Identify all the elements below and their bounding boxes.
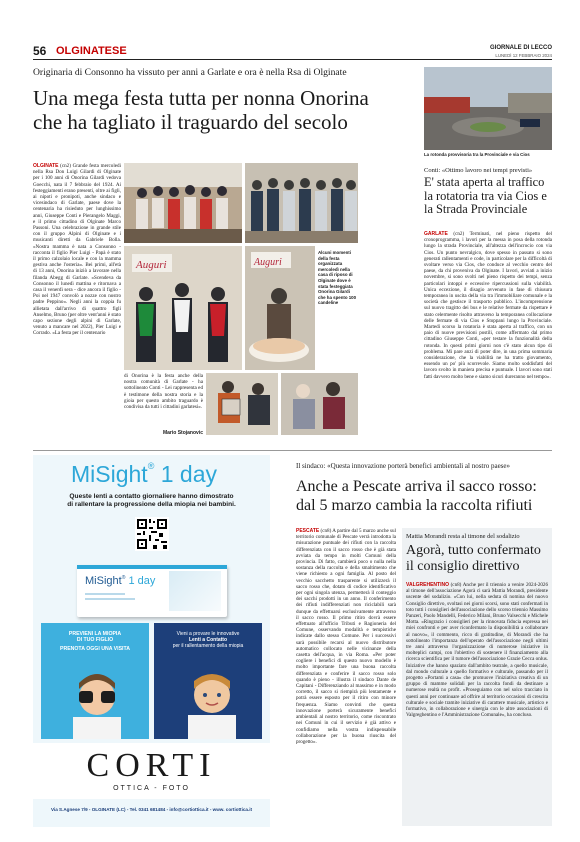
article1-col1 [33,163,121,443]
roundabout-caption: La rotonda provvisoria tra la Provinciale e via Cios [424,152,530,157]
article1-lead-code: (cn2) [60,163,71,169]
article3-title [296,477,552,515]
corti-logo-sub: OTTICA - FOTO [113,785,190,792]
corti-logo-text: CORTI [86,747,217,784]
article1-title-line2: che ha tagliato il traguardo del secolo [33,110,348,134]
box-brand-name: MiSight [85,575,122,587]
ad-panel-right [154,623,262,739]
article1-lead-place: OLGINATE [33,163,59,169]
article2-text: Terminati, nel pieno rispetto del cronoprogramma, i lavori per la messa in posa della rotonda lungo la strada Provinciale, all'altezza dell'incrocio con via Cios. Un punto nevralgico, dove spesso in passato si sono generati rallentamenti e code, in particolare per la difficoltà di svoltare verso via Cios, che conduce al vecchio centro del paese, da chi proveniva da Olginate. I lavori, avviati a inizio novembre, si sono svolti nel pieno rispetto dei tempi, senza particolari intoppi e eccessive ripercussioni sulla viabilità. Unica eccezione, il disagio avvenuto in fase di chiusura temporanea in uscita della via tra l'immobiliare comunale e la società che gestisce il trasporto pubblico. L'incomprensione sul nuovo tragitto dei bus e le relative fermate da rispettare è stato celermente risolto attraverso la temporanea collocazione delle fermate di via Cios e Stoppani lungo la Provinciale. Martedì scorso la rotatoria è stata aperta al traffico, con un paio di nuove previsioni postili, come affermato dal primo cittadino Giuseppe Conti, «per testare la funzionalità della rotonda. In questi primi giorni non c'è stato alcun tipo di problema. Mi pare anzi di poter dire, in una prima sommaria considerazione, che la viabilità ne ha tratto giovamento, essendo un po' più scorrevole. Siamo molto soddisfatti del lavoro svolto in maniera precisa e puntuale. I lavori sono stati fatti davvero molto bene e siamo sicuri dureranno nel tempo». [424,231,552,380]
article3-lead-place: PESCATE [296,528,320,534]
article3-body [296,528,396,826]
cake-sign-text: Auguri [136,259,167,271]
qr-code[interactable] [135,517,169,551]
party-photo-alpini [245,163,358,243]
article3-text: A partire dal 5 marzo anche sul territorio comunale di Pescate verrà introdotta la misurazione puntuale dei rifiuti con la raccolta differenziata con il sacco rosso che è già stata avviata da tempo in molti Comuni della provincia. Di fatto, cambierà poco o nulla nella sostanza della raccolta e della smaltimento che viene richiesto a ogni famiglia. Al posto del vecchio sacchetto trasparente si utilizzerà il sacco rosso che, dotato di codice identificativo per ogni singola utenza, permetterà il conteggio dei sacchi prodotti in un anno. Il conferimento dei rifiuti indifferenziati non riciclabili sarà dunque da effettuarsi esclusivamente attraverso il sacco rosso. Il primo ritiro dovrà essere effettuato all'ufficio Tributi e Ragioneria del Comune, osservando modalità e tempistiche indicate dallo stesso Comune. Per i successivi sarà possibile recarsi al nuovo distributore automatico collocato nelle vicinanze della casetta dell'acqua, in via Roma. «Per poter cogliere i benefici di questo nuovo modello è molto importante fare una buona raccolta differenziata e conferire il sacco rosso solo quando è pieno - illustra il sindaco Dante de Capitani - Differenziando al massimo e in modo corretto, il sacco si riempirà più lentamente e potrà essere esposto per il ritiro con minore frequenza. Siamo convinti che questa innovazione porterà sicuramente benefici ambientali al nostro territorio, come riscontrato nei Comuni in cui il servizio è già attivo e confidiamo nella vostra indispensabile collaborazione per la buona riuscita del progetto». [296,528,396,745]
mayors-photo [124,246,242,370]
article2-lead-code: (cn2) [453,231,465,237]
box-brand-suffix: 1 day [128,575,156,587]
onorina-photo [281,373,358,435]
article4-title: Agorà, tutto confermato il consiglio direttivo [406,543,541,574]
ad-brand-suffix: 1 day [160,461,217,487]
article1-kicker: Originaria di Consonno ha vissuto per anni a Garlate e ora è nella Rsa di Olginate [33,67,347,78]
article3-kicker: Il sindaco: «Questa innovazione porterà benefici ambientali al nostro paese» [296,462,511,470]
ad-right-line1: Vieni a provare le innovative [176,631,240,637]
article4-text: Anche per il triennio a venire 2024-2026 al timone dell'associazione Agorà ci sarà Mattia Morandi, presidente uscente del sodalizio. «Con lui, nella seduta di nomina del nuovo Consiglio direttivo, svoltasi nei giorni scorsi, sono stati confermati in toto tutti i consiglieri dell'associazione dello scorso triennio Massimo Panzeri, Paolo Mandelli, Federico Milani, Bruno Valsecchi e Michele Motta. «Ringrazio i consiglieri per la rinnovata fiducia espressa nei miei confronti e per aver riconfermato la disponibilità a collaborare al nuovo», il commento, ricco di gratitudine, di Morandi che ha sottolineato l'importanza dell'operato dell'associazione negli ultimi tre anni attraverso l'organizzazione di numerose iniziative in molteplici campi, con l'obiettivo di sostenere il finanziamento alla ricerca scientifica per il tumore dell'associazione Grazie Cecca onlus. Iniziative che hanno spaziato dall'ambito teatrale, a quello musicale, dal mondo culturale a quello formativo e culturale, passando per il progetto «Portami a casa» che promuove l'iniziativa creativa di un gruppo di mamme solidali per la raccolta fondi da destinare a numerose realtà no profit. «Proseguiamo con nel solco tracciato in questi anni per continuare ad offrire al territorio occasioni di crescita culturale e sociale tramite iniziative di carattere musicale, artistico e formativo, in collaborazione e sinergia con le altre associazioni di Valgreghentino e l'Amministrazione Comunale», ha concluso. [406,582,548,719]
ad-brand-name: MiSight [71,461,148,487]
masthead: GIORNALE DI LECCO [489,45,552,51]
header-rule [33,59,552,60]
ad-left-line3: PRENOTA OGGI UNA VISITA [59,645,131,652]
article2-title: E' stata aperta al traffico la rotatoria tra via Cios e la Strada Provinciale [424,175,547,217]
ad-right-line2: Lenti a Contatto [188,637,228,644]
article1-text: Grande festa mercoledì nella Rsa Don Luigi Gilardi di Olginate per i 100 anni di Onorina Gilardi vedova Goecchi, nata il 7 febbraio del 1924. Ai festeggiamenti erano presenti, oltre ai figli, ai nipoti e pronipoti, anche sindaco e vicesindaco di Garlate, paese dove la centenaria ha risieduto per lunghissimo anni, Giuseppe Conti e Pierangelo Maggi, e il primo cittadino di Olginate Marco Passoni. Una celebrazione in grande stile con il gruppo Alpini di Olginate e i musicanti diretti da Gabriele Bolla. «Nostra mamma è nata a Consonno - racconta il figlio Pier Luigi - Papà è stato il primo calzolaio locale e con la mamma gestiva anche l'osteria». Bei primi, all'età di 13 anni, Onorina iniziò a lavorare nella filanda Abegg di Garlate. «Scendeva da Consonno il lunedì mattina e ritornava a casa il venerdì sera - dice ancora il figlio - Poi nel 1947 convolò a nozze con nostro padre Peppino». Negli anni la coppia fu allietata dall'arrivo di quattro figli Anselmo, Bruno (per oltre vent'anni è stato capo sezione degli alpini di Garlate, venuto a mancare nel 2022), Pier Luigi e Corrado. «La festa per il centenario [33,163,121,337]
page-number: 56 [33,44,47,58]
box-brand: MiSight® 1 day [85,575,156,587]
ad-tagline-1: Queste lenti a contatto giornaliere hanno dimostrato [69,493,234,500]
article2-body [424,231,552,443]
article4-lead-place: VALGREHENTINO [406,582,449,588]
ad-tagline-2: di rallentare la progressione della miopia nei bambini. [67,501,236,509]
ad-tagline [41,493,262,510]
party-photo-group [124,163,242,243]
misight-ad [33,455,270,827]
ad-brand: MiSight® 1 day [71,461,217,487]
article4-kicker: Mattia Morandi resta al timone del sodalizio [406,533,520,540]
accordion-photo [206,373,278,435]
section-title: OLGINATESE [56,45,127,57]
ad-panel-left [41,623,149,739]
ad-left-line1: PREVIENI LA MIOPIA [68,631,122,637]
article1-title [33,86,423,134]
corti-logo [33,743,270,799]
article1-col2-text: di Onorina è la festa anche della nostra comunità di Garlate - ha sottolineato Conti - Lei rappresenta ed è testimone della nostra storia e la gioia per questo ambito traguardo è condivisa da tutti i cittadini garlatesi». [124,373,203,411]
article3-title-line2: dal 5 marzo cambia la raccolta rifiuti [296,497,533,514]
cake-photo [245,246,315,370]
article4-body [406,582,548,822]
photo-caption: Alcuni momenti della festa organizzata mercoledì nella casa di riposo di Olginate dove è stata festeggiata Onorina Gilardi che ha spento 100 candeline [318,250,357,306]
ad-left-line2: DI TUO FIGLIO [76,637,114,644]
product-box [77,565,227,617]
article1-col2 [124,373,203,425]
article4-lead-code: (cn8) [450,582,462,588]
article3-title-line1: Anche a Pescate arriva il sacco rosso: [296,478,537,495]
article2-lead-place: GARLATE [424,231,448,237]
article2-kicker: Conti: «Ottimo lavoro nei tempi previsti» [424,167,533,174]
ad-right-line3: per il rallentamento della miopia [172,643,244,650]
photo-credit: Mario Stojanovic [162,430,203,436]
ad-footer: Via S.Agnese 7/9 - OLGINATE (LC) - Tel. 0341 681484 - info@cortiottica.it - www. cortiottica.it [50,807,253,812]
roundabout-photo [424,67,552,150]
cake-sign-text-2: Auguri [254,257,282,268]
article1-title-line1: Una mega festa tutta per nonna Onorina [33,86,369,110]
mid-rule [33,450,552,451]
issue-date: LUNEDÌ 12 FEBBRAIO 2024 [495,53,552,58]
article3-lead-code: (cn8) [320,528,332,534]
